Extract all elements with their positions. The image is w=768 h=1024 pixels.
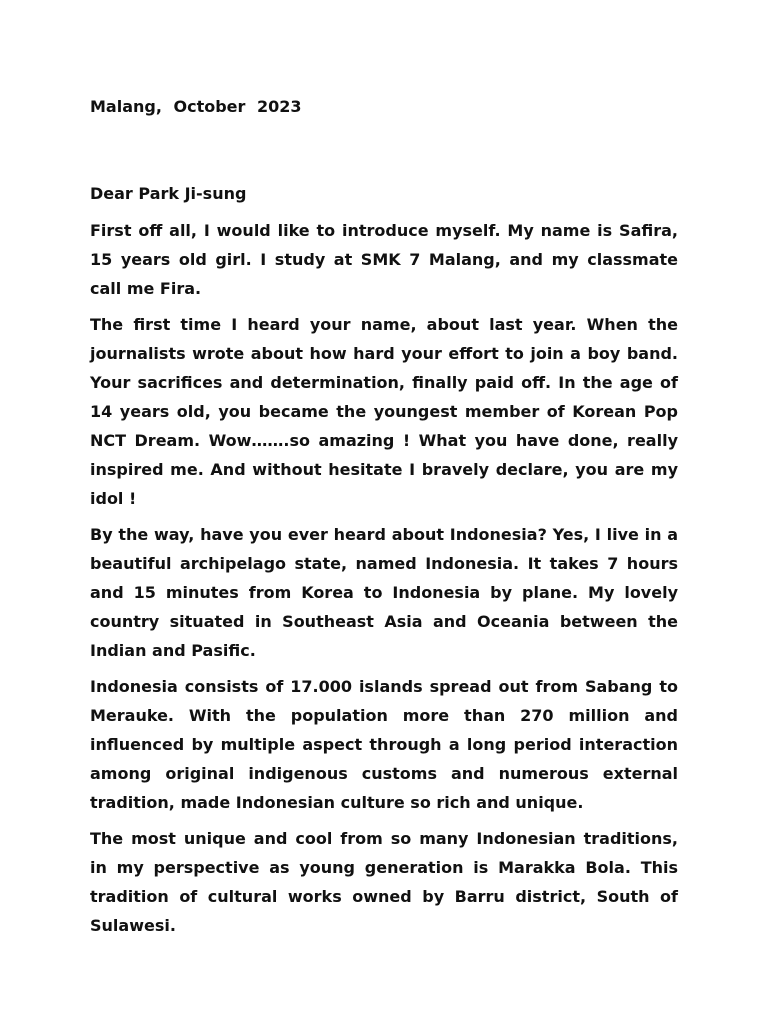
letter-salutation: Dear Park Ji-sung: [90, 184, 247, 203]
paragraph-about-indonesia: By the way, have you ever heard about Indonesia? Yes, I live in a beautiful archipelago state, named Indonesia. It takes 7 hours and 15 minutes from Korea to Indonesia by plane. My lovely country situated in Southeast Asia and Oceania between the Indian and Pasific.: [90, 525, 678, 660]
paragraph-introduction: First off all, I would like to introduce myself. My name is Safira, 15 years old girl. I study at SMK 7 Malang, and my classmate call me Fira.: [90, 221, 678, 298]
paragraph-marakka-bola: The most unique and cool from so many Indonesian traditions, in my perspective as young generation is Marakka Bola. This tradition of cultural works owned by Barru district, South of Sulawesi.: [90, 829, 678, 935]
letter-body: [90, 92, 678, 940]
paragraph-first-heard: The first time I heard your name, about last year. When the journalists wrote about how hard your effort to join a boy band. Your sacrifices and determination, finally paid off. In the age of 14 years old, you became the youngest member of Korean Pop NCT Dream. Wow…….so amazing ! What you have done, really inspired me. And without hesitate I bravely declare, you are my idol !: [90, 315, 678, 508]
paragraph-islands-culture: Indonesia consists of 17.000 islands spread out from Sabang to Merauke. With the population more than 270 million and influenced by multiple aspect through a long period interaction among original indigenous customs and numerous external tradition, made Indonesian culture so rich and unique.: [90, 677, 678, 812]
letter-place-date: Malang, October 2023: [90, 97, 302, 116]
